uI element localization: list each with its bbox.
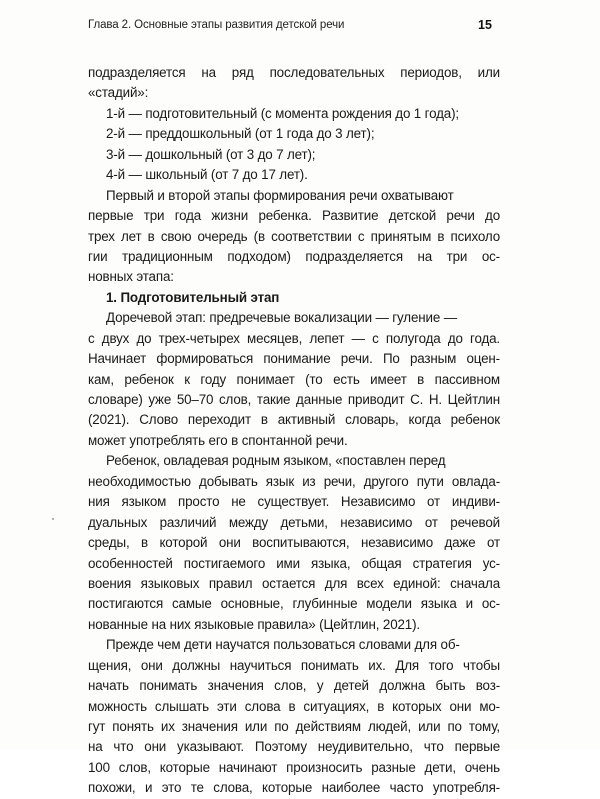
text-line: кам, ребенок к году понимает (то есть имеет в пассивном — [88, 371, 500, 387]
text-line: особенностей постигаемого ими языка, общая стратегия ус- — [88, 555, 500, 571]
text-line: трех лет в свою очередь (в соответствии с принятым в психоло — [88, 228, 500, 244]
text-line: 2-й — преддошкольный (от 1 года до 3 лет); — [106, 126, 375, 142]
text-line: Первый и второй этапы формирования речи охватывают — [106, 187, 454, 203]
text-line: 100 слов, которые начинают произносить разные дети, очень — [88, 759, 500, 775]
text-line: гии традиционным подходом) подразделяется на три ос- — [88, 248, 500, 264]
text-line: постигаются самые основные, глубинные модели языка и ос- — [88, 596, 500, 612]
text-line: подразделяется на ряд последовательных периодов, или — [88, 65, 500, 80]
text-line: Ребенок, овладевая родным языком, «поставлен перед — [106, 453, 446, 469]
text-line: первые три года жизни ребенка. Развитие детской речи до — [88, 208, 500, 224]
text-line: с двух до трех-четырех месяцев, лепет — с полугода до года. — [88, 330, 500, 346]
text-line: Доречевой этап: предречевые вокализации — гуление — — [106, 310, 457, 326]
running-head: Глава 2. Основные этапы развития детской речи — [88, 19, 345, 31]
text-line: 1-й — подготовительный (с момента рождения до 1 года); — [106, 105, 459, 121]
section-heading: 1. Подготовительный этап — [106, 289, 280, 305]
text-line: новных этапа: — [88, 269, 174, 285]
text-line: дуальных различий между детьми, независимо от речевой — [88, 514, 500, 530]
text-line: 3-й — дошкольный (от 3 до 7 лет); — [106, 146, 316, 162]
text-line: нованные на них языковые правила» (Цейтлин, 2021). — [88, 616, 420, 632]
text-line: воения языковых правил остается для всех единой: сначала — [88, 575, 500, 591]
text-line: похожи, и это те слова, которые наиболее часто употребля- — [88, 780, 500, 796]
text-line: можность слышать эти слова в ситуациях, в которых они мо- — [88, 698, 500, 714]
page-number: 15 — [478, 18, 492, 32]
text-line: начать понимать значения слов, у детей должна быть воз- — [88, 678, 500, 694]
text-line: гут понять их значения или по действиям людей, или по тому, — [88, 719, 500, 734]
text-line: на что они указывают. Поэтому неудивительно, что первые — [88, 739, 500, 755]
body-text — [88, 63, 500, 799]
text-line: ния языком просто не существует. Независимо от индиви- — [88, 494, 500, 510]
text-line: Начинает формироваться понимание речи. По разным оцен- — [88, 351, 500, 367]
margin-speck — [52, 518, 54, 520]
text-line: щения, они должны научиться понимать их. Для того чтобы — [88, 657, 500, 673]
text-line: словаре) уже 50–70 слов, такие данные приводит С. Н. Цейтлин — [88, 392, 500, 407]
text-line: среды, в которой они воспитываются, независимо даже от — [88, 535, 500, 551]
text-line: (2021). Слово переходит в активный словарь, когда ребенок — [88, 412, 500, 428]
text-line: может употреблять его в спонтанной речи. — [88, 432, 348, 448]
text-line: «стадий»: — [88, 85, 149, 101]
text-line: 4-й — школьный (от 7 до 17 лет). — [106, 167, 308, 183]
text-line: необходимостью добывать язык из речи, другого пути овлада- — [88, 473, 500, 489]
text-line: Прежде чем дети научатся пользоваться словами для об- — [106, 637, 460, 653]
